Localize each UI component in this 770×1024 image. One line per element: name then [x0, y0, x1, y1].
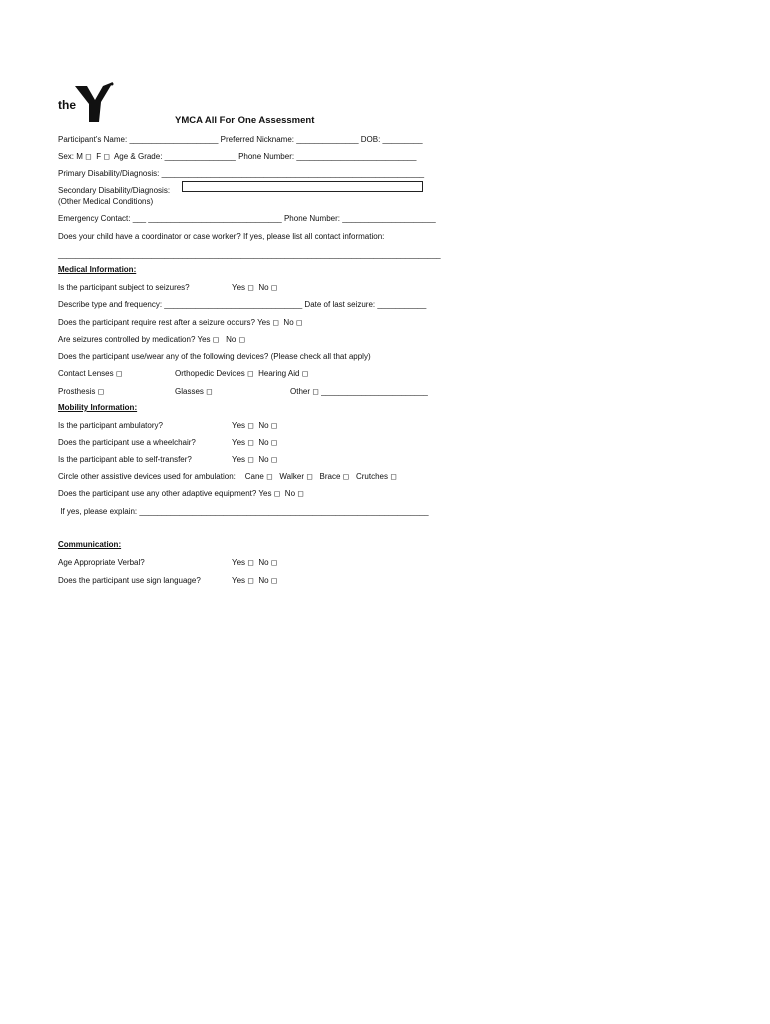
seizures-answer[interactable]: Yes ◻ No ◻ [232, 283, 278, 292]
ambulatory-question: Is the participant ambulatory? [58, 421, 163, 430]
contact-lenses-option[interactable]: Contact Lenses ◻ [58, 369, 123, 378]
self-transfer-answer[interactable]: Yes ◻ No ◻ [232, 455, 278, 464]
communication-heading: Communication: [58, 540, 122, 549]
verbal-answer[interactable]: Yes ◻ No ◻ [232, 558, 278, 567]
logo-text: the [58, 98, 76, 112]
wheelchair-question: Does the participant use a wheelchair? [58, 438, 196, 447]
devices-question: Does the participant use/wear any of the following devices? (Please check all that apply) [58, 352, 371, 361]
coordinator-question: Does your child have a coordinator or case worker? If yes, please list all contact information: [58, 232, 385, 241]
adaptive-equipment-line[interactable]: Does the participant use any other adaptive equipment? Yes ◻ No ◻ [58, 489, 304, 498]
sex-age-phone-line[interactable]: Sex: M ◻ F ◻ Age & Grade: ________________ Phone Number: ___________________________ [58, 152, 417, 161]
describe-seizure-line[interactable]: Describe type and frequency: _______________________________ Date of last seizure: ___________ [58, 300, 427, 309]
self-transfer-question: Is the participant able to self-transfer? [58, 455, 192, 464]
verbal-question: Age Appropriate Verbal? [58, 558, 145, 567]
rest-after-seizure-line[interactable]: Does the participant require rest after a seizure occurs? Yes ◻ No ◻ [58, 318, 303, 327]
other-device-option[interactable]: Other ◻ ________________________ [290, 387, 428, 396]
ambulatory-answer[interactable]: Yes ◻ No ◻ [232, 421, 278, 430]
participant-line[interactable]: Participant’s Name: ____________________ Preferred Nickname: ______________ DOB: _________ [58, 135, 423, 144]
other-conditions-label: (Other Medical Conditions) [58, 197, 154, 206]
mobility-heading: Mobility Information: [58, 403, 138, 412]
orthopedic-hearing-option[interactable]: Orthopedic Devices ◻ Hearing Aid ◻ [175, 369, 309, 378]
glasses-option[interactable]: Glasses ◻ [175, 387, 213, 396]
sign-language-answer[interactable]: Yes ◻ No ◻ [232, 576, 278, 585]
primary-diagnosis-line[interactable]: Primary Disability/Diagnosis: ___________________________________________________________ [58, 169, 425, 178]
explain-line[interactable]: If yes, please explain: _________________________________________________________________ [58, 507, 429, 516]
prosthesis-option[interactable]: Prosthesis ◻ [58, 387, 105, 396]
secondary-diagnosis-label: Secondary Disability/Diagnosis: [58, 186, 171, 195]
seizures-question: Is the participant subject to seizures? [58, 283, 190, 292]
ymca-logo [56, 80, 118, 124]
form-title: YMCA All For One Assessment [175, 115, 315, 126]
wheelchair-answer[interactable]: Yes ◻ No ◻ [232, 438, 278, 447]
sign-language-question: Does the participant use sign language? [58, 576, 201, 585]
emergency-contact-line[interactable]: Emergency Contact: ___ ______________________________ Phone Number: _____________________ [58, 214, 436, 223]
assistive-devices-line[interactable]: Circle other assistive devices used for ambulation: Cane ◻ Walker ◻ Brace ◻ Crutches ◻ [58, 472, 397, 481]
seizure-medication-line[interactable]: Are seizures controlled by medication? Yes ◻ No ◻ [58, 335, 246, 344]
medical-heading: Medical Information: [58, 265, 137, 274]
coordinator-blank[interactable]: ______________________________________________________________________________________ [58, 250, 441, 259]
secondary-diagnosis-field[interactable] [182, 181, 423, 192]
ymca-y-icon [73, 80, 115, 124]
